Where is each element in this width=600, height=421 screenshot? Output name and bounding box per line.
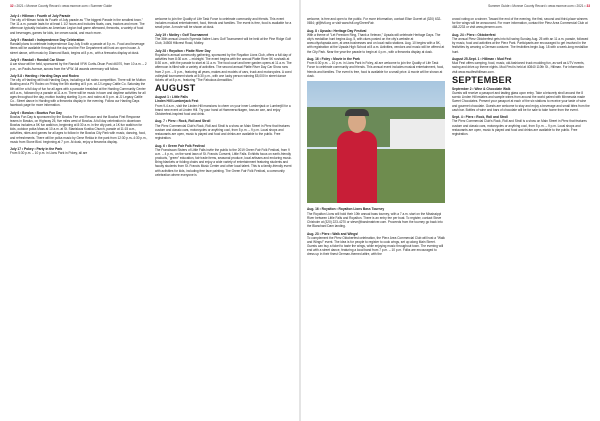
event-listing bbox=[10, 58, 148, 70]
section-heading-august: AUGUST bbox=[155, 83, 196, 94]
event-description: With a theme of "Let Freedom Ring, Thank a Veteran," Upsala will celebrate Heritage Days. The city's medallion hunt begins Aug. 5, with clues posted on the city's website at www.cityofupsala.com, at area businesses and on local radio stations. Aug. 10 begins with a 5K, with registration at the Upsala High School at 8 a.m. Activities, vendors and music will be offered at the City Park. Near the year the parade to begin at 4 p.m., with a fireworks display at dusk. bbox=[307, 33, 445, 54]
event-description: From 9-4 a.m., visit the Linden Hill mansions to cheer on your inner Lumberjack or Lumberjill for a brand new event at Linden Hill. Try your hand at Hammerschlagen, toss an axe, and enjoy Oktoberfest-inspired food and drink. bbox=[155, 103, 291, 116]
event-description: From 5:30 p.m. – 10 p.m. in Lions Park in Pokey, all are bbox=[10, 151, 88, 156]
event-listing bbox=[452, 87, 590, 112]
event-description: To complement the Pierz Oktoberfest celebration, the Pierz Area Commercial Club will host a "Walk and Wings!" event. The idea is for people to register to cook wings, set up along Main Street. Guests can buy a ticket to taste the wings, while enjoying music throughout town. The evening will end with a street dance, featuring a local band from 7 p.m. – 10 p.m. Folks are encouraged to dress up in their finest German-themed attire, with the bbox=[307, 235, 445, 257]
event-description: The Royalton Lions will hold their 10th annual bass tourney, with a 7 a.m. start on the Mississippi River between Little Falls and Royalton. There is an entry fee per boat. To register, contact Steve Chisholm at (320) 223-4270 or steve@bandmatriver.com. Proceeds from the tourney go back into the Blanchard Dam landing. bbox=[307, 211, 443, 228]
event-description: The Pierz Commercial Club's Rock, Roll and Stroll is a show on Main Street in Pierz that features custom and classic cars, motorcycles or anything cool, from 5 p.m. – 9 p.m. Local shops and restaurants are open, music is played and food and drinks are available to the public. Free registration. bbox=[452, 119, 587, 136]
event-title: July 19 • Motley • Golf Tournament bbox=[155, 33, 209, 37]
event-title: July 5 • Randall • Independence Day Celebration bbox=[10, 38, 85, 43]
continued-text: welcome to join the Quality of Life Task Force to celebrate community and friends. This event includes musical entertainment, food, friends and families. The event is free, food is available for a small price. A movie will be shown at dusk. bbox=[155, 17, 292, 30]
left-column-2 bbox=[155, 14, 293, 418]
event-description: Royalton's annual community gathering, sponsored by the Royalton Lions Club, offers a full day of activities from 8:30 a.m. – midnight. The event begins with the annual Platte River 5K run/walk at 8:30 a.m., with the parade to start at 11 a.m. The food court and beer garden opens at 11 a.m. The afternoon is filled with a variety of activities. The second annual Platte River Day Car Show runs from 2 p.m. – 5 p.m., featuring all years, makes and models of cars, truck and motorcycles. A coed volleyball tournament starts at 5:30 p.m., with one lucky person winning $5,000 in street dance tickets off at 8 p.m., featuring "The Fabulous Armadillos." bbox=[155, 53, 292, 82]
header-text: Summer Guide • Monroe County Record • www.monroe.com • 2021 • bbox=[488, 4, 586, 8]
event-listing bbox=[452, 57, 590, 74]
event-title: July 4 • Hillman • Fourth of July Parade bbox=[10, 14, 71, 18]
event-listing bbox=[307, 232, 445, 257]
event-description: The city of Harding will hold Harding Days, including a full rodeo competition. There will be Mutton Busting and a PV Rodeo on Friday the 5th starting at 5 p.m. at JJ Legacy Cattle Co. Saturday the 6th will be a full day of fun for all ages with a pancake breakfast at the Harding Community Center at 8 a.m., followed by a parade at 11 a.m. There will be music in town and daytime activities for all ages throughout the day, mutton busting starting 3 p.m. and rodeo at 5 p.m. at JJ Legacy Cattle Co.. Street dance in Harding with a fireworks display in the evening. Follow our Harding Days facebook page for more information. bbox=[10, 78, 146, 108]
event-title: July 17 • Pokey • Party in the Park bbox=[10, 147, 63, 152]
event-listing bbox=[10, 147, 148, 155]
event-listing bbox=[307, 207, 445, 228]
event-listing bbox=[155, 144, 293, 177]
event-listing bbox=[10, 38, 148, 55]
event-title: August 1 • Little Falls bbox=[155, 95, 188, 100]
event-description: The Franciscan Sisters of Little Falls invite the public to the 2019 Green Fair Folk Festival, from 9 a.m. – 4 p.m., on the west lawn of St. Francis Convent, Little Falls. Exhibits focus on earth-friendly products, "green" education, fair trade items, seasonal produce, local artisans and enduring music. Bring blankets or folding chairs and enjoy a wide variety of entertainment featuring students and faculty students from St. Francis Music Center and other local talent. This is a family-friendly event with activities for kids, including free face painting. The Green Fair Folk Festival, a community celebration where everyone is bbox=[155, 147, 292, 177]
left-page bbox=[0, 0, 299, 421]
event-title: July 5 • Randall • Randall Car Show bbox=[10, 58, 65, 63]
event-listing bbox=[452, 33, 590, 54]
left-column-1 bbox=[10, 14, 148, 418]
event-title: Aug. 6 • Green Fair Folk Festival bbox=[155, 143, 205, 148]
event-title: July 6 • Bowlus • Bowlus Fun Day bbox=[10, 110, 62, 115]
right-page bbox=[301, 0, 600, 421]
event-listing bbox=[307, 57, 445, 78]
event-listing bbox=[155, 49, 293, 82]
event-title: Aug. 24 • Pierz • Oktoberfest bbox=[452, 33, 496, 37]
event-subtitle: Linden Hill Lumberjack Fest bbox=[155, 99, 199, 104]
right-column-2 bbox=[452, 14, 590, 418]
continued-text: welcome, is free and open to the public. For more information, contact Elise Gueret at (320) 632-0654; gf@fsfl.org or visit www.fsfl.org/GreenFair. bbox=[307, 17, 442, 26]
event-description: Guests will receive a passport and tasting glass upon entry. Take a leisurely stroll around the 8 scenic Linden Hill estates and sample wines from around the world paired with Minnesota made Sweet Chocolates. Present your passport at each of the six stations to receive your taste of wine and gourmet chocolate. Guests are welcome to stay and enjoy a beverage and small bites from the cash bar. Bottles of wine and bars of chocolate will be for sale to take home from the event. bbox=[452, 91, 590, 112]
page-number: 33 bbox=[586, 4, 590, 8]
event-description: The annual Pierz Oktoberfest gets into full swing Sunday Aug. 25 with an 11 a.m. parade, followed by music, food and activities at the Pierz Park. Participants are encouraged to get involved in the festivities by wearing a German costume. The festivities begin Aug. 18 with a week-long medallion hunt. bbox=[452, 37, 589, 54]
event-description: Mud Fest offers camping, food, music, old-fashioned truck mudding fun, as well as UTV events, racing and drive-up theme nights. Mud Fest is held at 40840 110th St., Hillman. For information visit www.mudfesthillman.com. bbox=[452, 61, 585, 74]
page-number: 32 bbox=[10, 4, 14, 8]
event-title: Aug. 16 • Foley • Movie in the Park bbox=[307, 57, 360, 62]
event-description: A car show will be held, sponsored by the Randall VFW Curtis-Olson Post #6070, from 10 a.m. – 2 p.m., on Paulis Avenue, across from the VFW. All awards ceremony will follow. bbox=[10, 62, 147, 71]
right-page-header bbox=[488, 4, 590, 8]
event-listing bbox=[155, 119, 293, 140]
continued-text: crowd voting on a winner. Toward the end of the evening, the first, second and third-place winners for the wings will be announced. For more information, contact the Pierz Area Commercial Club at 468-2233 or visit www.pierzmn.com. bbox=[452, 17, 588, 30]
event-listing bbox=[10, 111, 148, 144]
event-title: July 5-8 • Harding • Harding Days and Rodeo bbox=[10, 74, 79, 79]
event-title: Sept. 4 • Pierz • Rock, Roll and Stroll bbox=[452, 115, 509, 120]
event-listing bbox=[155, 95, 293, 116]
event-title: Aug. 16 • Royalton • Royalton Lions Bass Tourney bbox=[307, 207, 385, 212]
event-listing bbox=[10, 74, 148, 107]
event-description: The Pierz Commercial Club's Rock, Roll and Stroll is a show on Main Street in Pierz that features custom and classic cars, motorcycles or anything cool, from 5 p.m. – 9 p.m. Local shops and restaurants are open, music is played and food and drinks are available to the public. Free registration. bbox=[155, 123, 290, 141]
event-description: Bowlus Fun Day is sponsored by the Bowlus Fire and Rescue and the Bowlus First Response teams in Bowlus, on Highway 25, five miles west of Bowlus. A full day celebration in downtown Bowlus includes a 5K fun walk/run, beginning at 8:30 a.m. in the city park, a 1K fun walk/run for kids, outdoor polka Mass at 10 a.m. at St. Stanislaus Kostka Church, parade at 11:15 a.m., activities, rides and games for all ages to follow in the Bowlus City Park with music, dancing, food, and refreshments. There will be polka music by Gene Rekka in the park from 12:30 p.m.-4:30 p.m., music from Stone Blvd. beginning at 7 p.m. At dusk, enjoy a fireworks display. bbox=[10, 114, 148, 144]
photo-subject bbox=[337, 111, 377, 203]
event-description: The city of Hillman holds its Fourth of July parade as "The biggest Parade in the smallest town." The 11 a.m. parade lasts for at least 1 1/2 hours and includes floats, cars, tractors and more. The afternoon typically includes an American Legion ball game afterward, fireworks, a variety of food and beverages, games for kids, ice cream social, and much more. bbox=[10, 18, 145, 35]
left-page-header bbox=[10, 4, 112, 8]
event-description: The 38th annual Lincoln Syrenda Vallee Lions Golf Tournament will be held at the Pine Ridge Golf Club, 34508 Hillcrest Road, Motley. bbox=[155, 37, 291, 46]
right-column-1 bbox=[307, 14, 445, 418]
event-description: Randall plans to celebrate Independence Day July 5 with a parade at 5 p.m.. Food and beverage items will be available throughout the day and the Fire Department will host an open house. A street dance, with music by Diamond Back, begins at 8 p.m., with a fireworks display at dusk. bbox=[10, 42, 145, 55]
event-title: September 2 • Wine & Chocolate Walk bbox=[452, 86, 511, 91]
event-title: August 25-Sept. 1 • Hillman • Mud Fest bbox=[452, 57, 512, 62]
event-title: Aug. 8 • Upsala • Heritage Day Festival bbox=[307, 28, 367, 33]
event-title: Aug. 23 • Pierz • Walk and Wings! bbox=[307, 231, 359, 236]
event-title: Aug. 7 • Pierz • Rock, Roll and Stroll bbox=[155, 119, 211, 124]
event-description: From 6:30 p.m. – 10 p.m. in Lions Park in Foley, all are welcome to join the Quality of Life Task Force to celebrate community and friends. This annual event includes musical entertainment, food, friends and families. The event is free, food is available for a small price. A movie will be shown at dusk. bbox=[307, 61, 444, 78]
event-listing bbox=[307, 29, 445, 54]
section-heading-september: SEPTEMBER bbox=[452, 74, 512, 85]
event-listing bbox=[155, 33, 293, 45]
event-photo bbox=[307, 81, 445, 203]
header-text: • 2021 • Monroe County Record • www.monroe.com • Summer Guide bbox=[14, 4, 112, 8]
event-listing bbox=[10, 14, 148, 35]
event-listing bbox=[452, 115, 590, 136]
event-title: July 28 • Royalton • Platte River Day bbox=[155, 48, 211, 53]
